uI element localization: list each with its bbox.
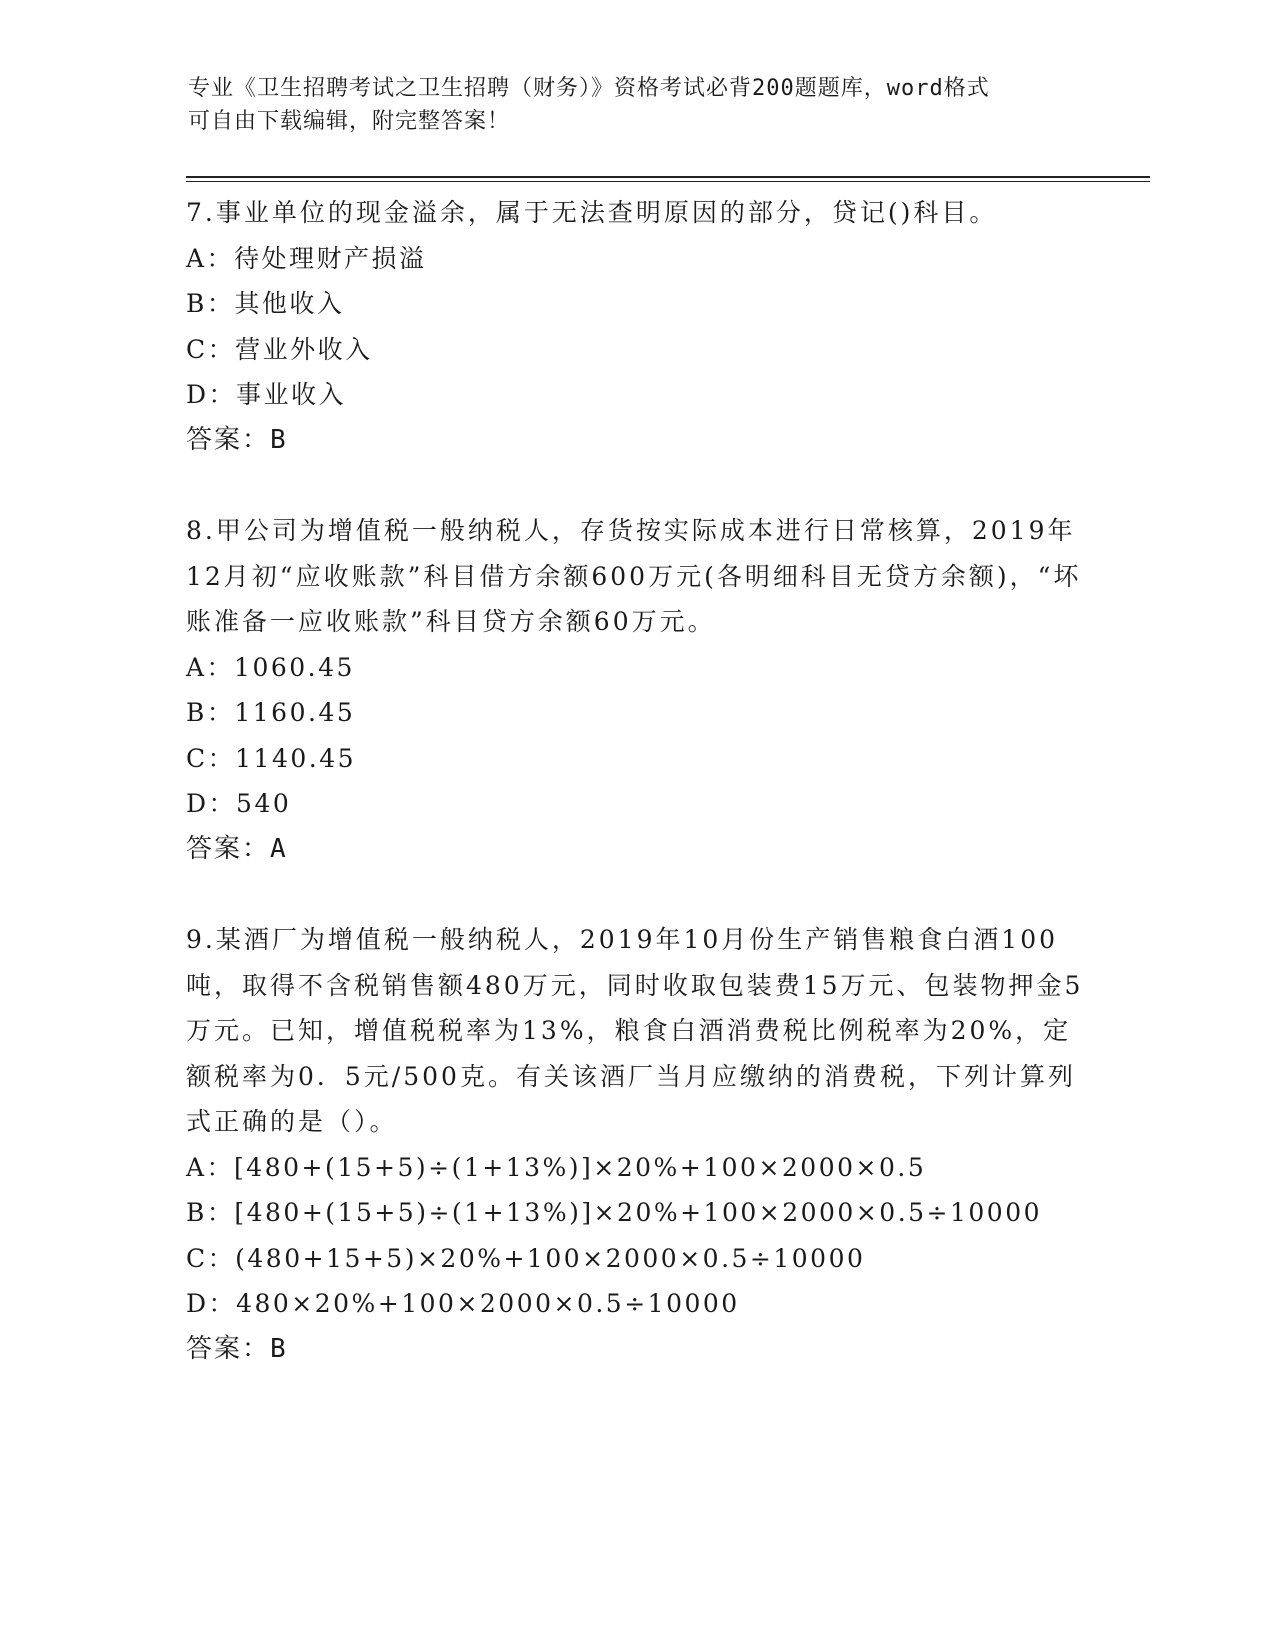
question-text: 7.事业单位的现金溢余，属于无法查明原因的部分，贷记()科目。: [186, 198, 998, 227]
question-spacer: [186, 463, 1086, 508]
option-d: D：事业收入: [186, 380, 347, 409]
question-block-8: [186, 508, 1086, 872]
header-line-1: 专业《卫生招聘考试之卫生招聘（财务）》资格考试必背200题题库，word格式: [188, 76, 990, 101]
option-b: B：其他收入: [186, 289, 345, 318]
question-list: [186, 190, 1086, 1372]
document-header: [188, 72, 1068, 138]
option-a: A：1060.45: [186, 652, 355, 682]
header-divider-thick: [186, 176, 1150, 178]
option-a: A：待处理财产损溢: [186, 243, 427, 273]
question-text: 8.甲公司为增值税一般纳税人，存货按实际成本进行日常核算，2019年12月初“应收账款”科目借方余额600万元(各明细科目无贷方余额)，“坏账准备一应收账款”科目贷方余额60万元。: [186, 516, 1082, 636]
question-spacer: [186, 872, 1086, 917]
option-d: D：480×20%+100×2000×0.5÷10000: [186, 1289, 740, 1318]
option-d: D：540: [186, 789, 292, 818]
option-c: C：1140.45: [186, 743, 357, 773]
answer-line: 答案：B: [186, 1333, 288, 1364]
answer-line: 答案：B: [186, 424, 288, 455]
header-divider-thin: [186, 181, 1150, 182]
option-c: C：(480+15+5)×20%+100×2000×0.5÷10000: [186, 1243, 866, 1273]
option-a: A：[480+(15+5)÷(1+13%)]×20%+100×2000×0.5: [186, 1152, 927, 1182]
question-block-7: [186, 190, 1086, 463]
answer-line: 答案：A: [186, 833, 288, 864]
question-block-9: [186, 917, 1086, 1372]
option-c: C：营业外收入: [186, 334, 373, 364]
option-b: B：1160.45: [186, 698, 356, 727]
option-b: B：[480+(15+5)÷(1+13%)]×20%+100×2000×0.5÷10000: [186, 1198, 1043, 1227]
header-line-2: 可自由下载编辑，附完整答案！: [188, 109, 511, 134]
question-text: 9.某酒厂为增值税一般纳税人，2019年10月份生产销售粮食白酒100吨，取得不含税销售额480万元，同时收取包装费15万元、包装物押金5万元。已知，增值税税率为13%，粮食白酒消费税比例税率为20%，定额税率为0．5元/500克。有关该酒厂当月应缴纳的消费税，下列计算列式正确的是（）。: [186, 925, 1084, 1136]
